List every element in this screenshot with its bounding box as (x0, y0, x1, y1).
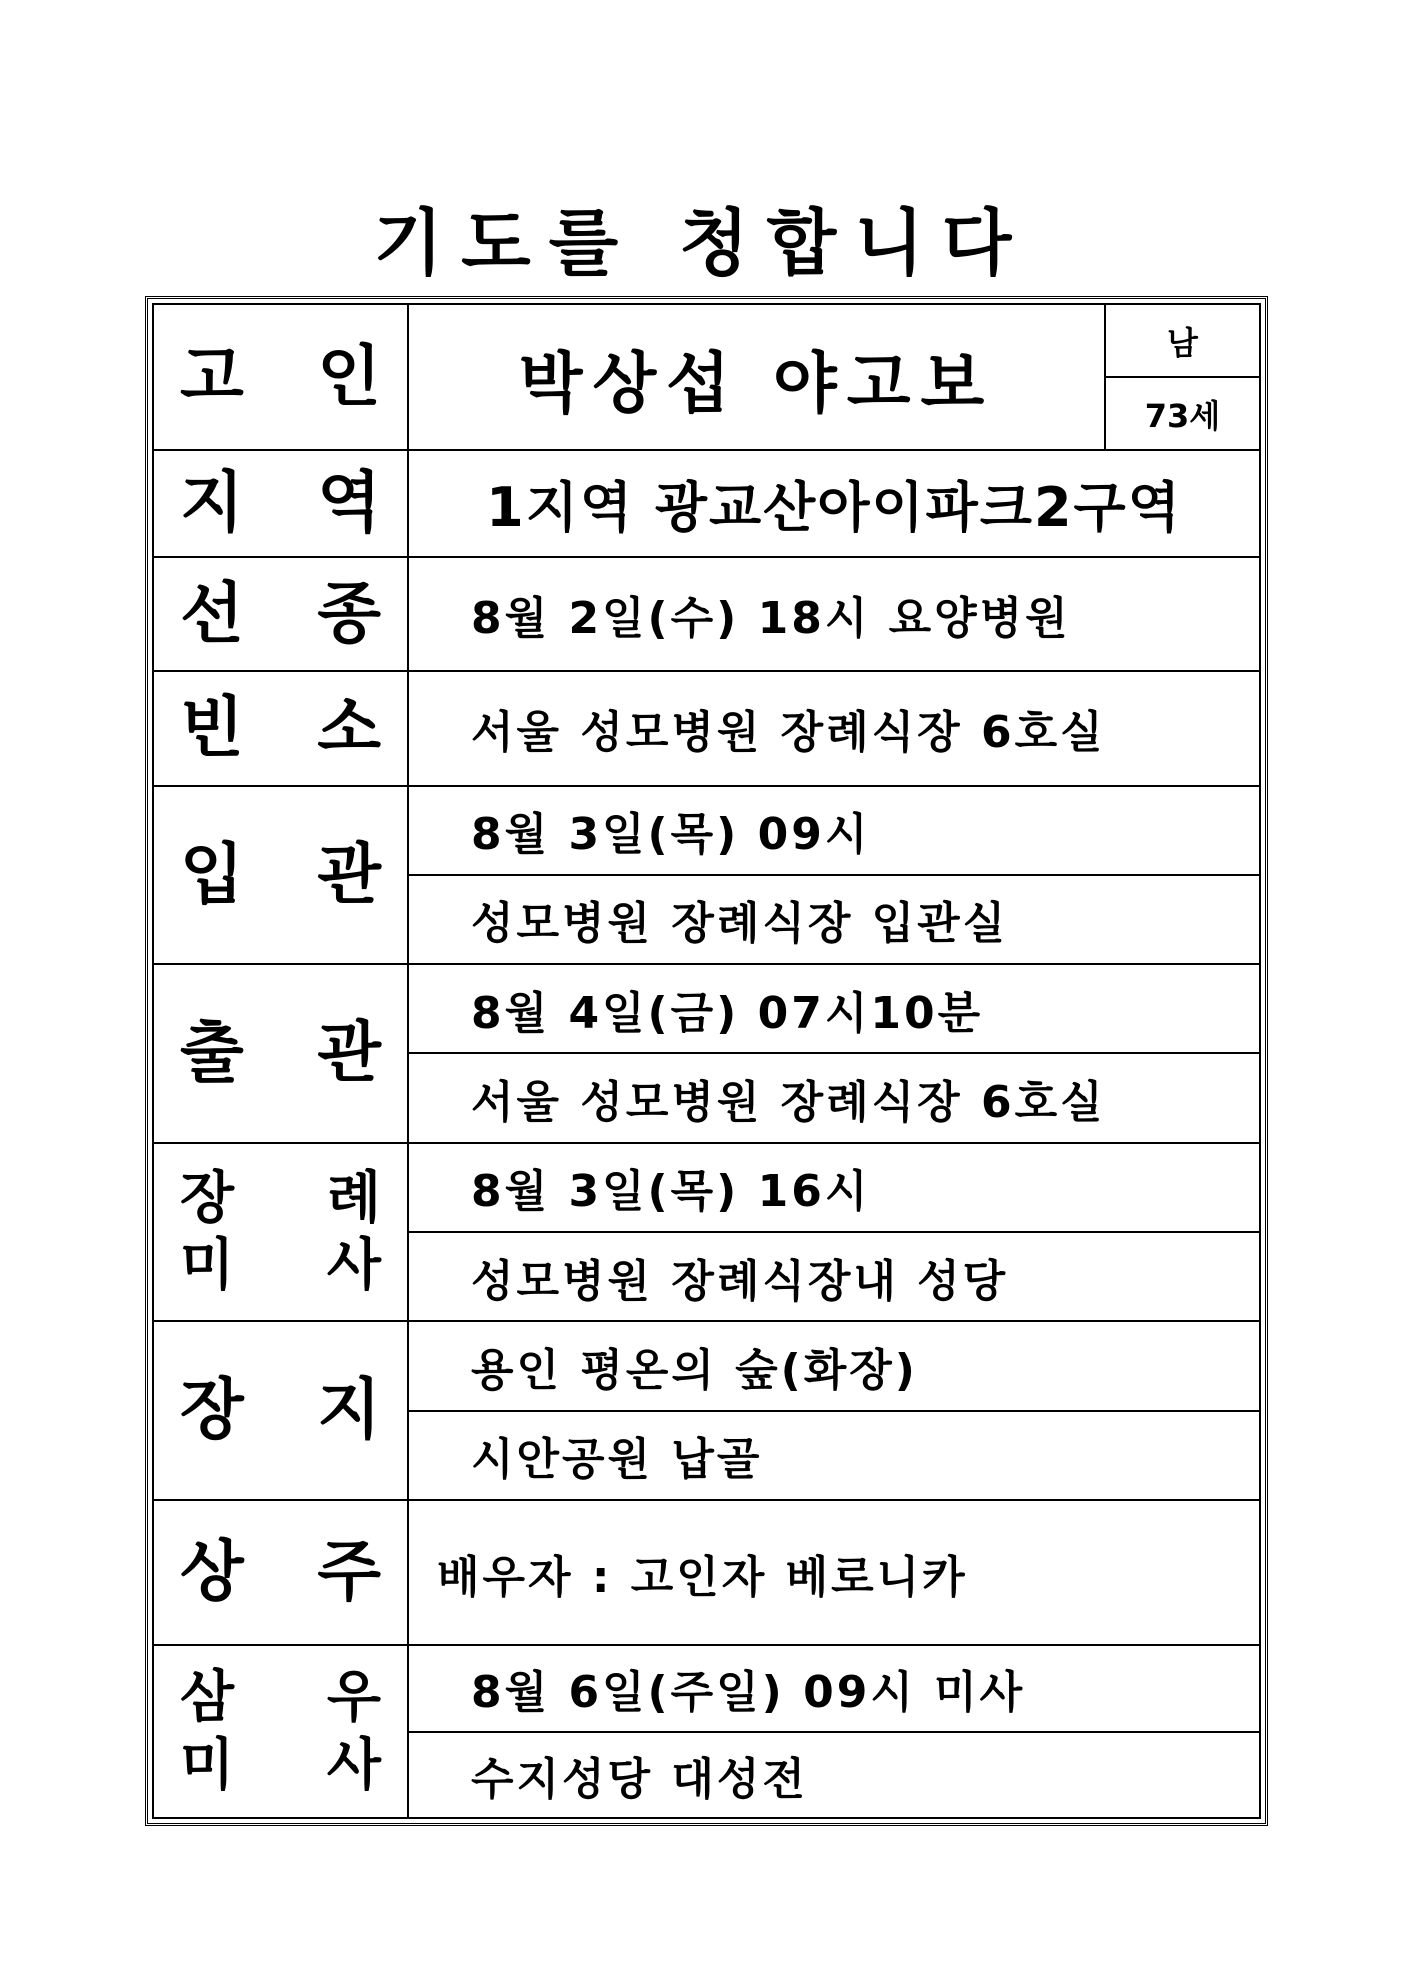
carry-out-label: 출 관 (153, 964, 408, 1143)
mortuary-label: 빈 소 (153, 671, 408, 785)
notice-frame (145, 296, 1268, 1826)
chief-mourner-value: 배우자 : 고인자 베로니카 (408, 1500, 1260, 1645)
death-label: 선 종 (153, 557, 408, 671)
page-title: 기도를 청합니다 (373, 201, 1030, 285)
deceased-gender: 남 (1105, 304, 1260, 377)
burial-label: 장 지 (153, 1321, 408, 1500)
death-value: 8월 2일(수) 18시 요양병원 (408, 557, 1260, 671)
encoffin-place: 성모병원 장례식장 입관실 (408, 875, 1260, 964)
funeral-mass-label-line2: 미 사 (180, 1232, 381, 1298)
burial-place-1: 용인 평온의 숲(화장) (408, 1321, 1260, 1410)
deceased-age: 73세 (1105, 377, 1260, 450)
burial-place-2: 시안공원 납골 (408, 1411, 1260, 1500)
funeral-mass-place: 성모병원 장례식장내 성당 (408, 1232, 1260, 1321)
third-day-mass-time: 8월 6일(주일) 09시 미사 (408, 1645, 1260, 1731)
funeral-mass-label (153, 1143, 408, 1322)
funeral-mass-time: 8월 3일(목) 16시 (408, 1143, 1260, 1232)
third-day-mass-label (153, 1645, 408, 1818)
region-value: 1지역 광교산아이파크2구역 (408, 450, 1260, 556)
region-label: 지 역 (153, 450, 408, 556)
deceased-label: 고 인 (153, 304, 408, 450)
carry-out-place: 서울 성모병원 장례식장 6호실 (408, 1053, 1260, 1142)
third-day-mass-label-line1: 삼 우 (180, 1665, 381, 1731)
deceased-name: 박상섭 야고보 (408, 304, 1105, 450)
encoffin-label: 입 관 (153, 786, 408, 965)
funeral-mass-label-line1: 장 례 (180, 1165, 381, 1231)
mortuary-value: 서울 성모병원 장례식장 6호실 (408, 671, 1260, 785)
chief-mourner-label: 상 주 (153, 1500, 408, 1645)
third-day-mass-label-line2: 미 사 (180, 1732, 381, 1798)
funeral-notice-table (152, 303, 1261, 1819)
encoffin-time: 8월 3일(목) 09시 (408, 786, 1260, 875)
carry-out-time: 8월 4일(금) 07시10분 (408, 964, 1260, 1053)
third-day-mass-place: 수지성당 대성전 (408, 1732, 1260, 1818)
